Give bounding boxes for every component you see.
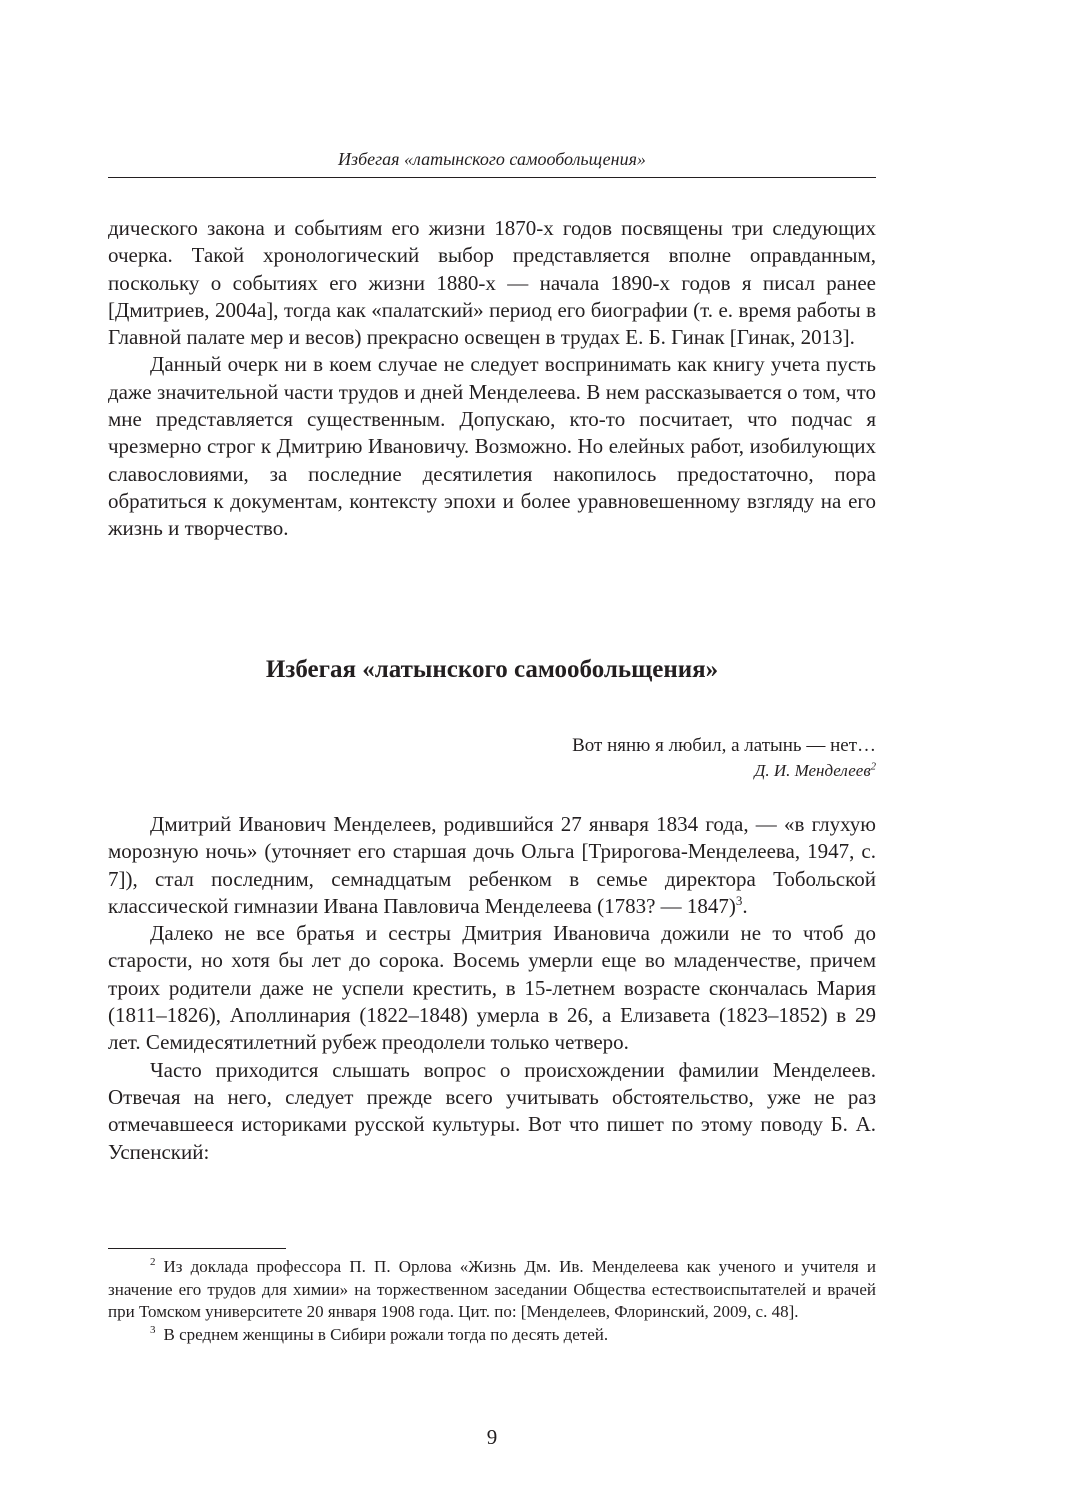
intro-paragraph-2: Данный очерк ни в коем случае не следует воспринимать как книгу учета пусть даже значительной части трудов и дней Менделеева. В нем рассказывается о том, что мне представляется существенным. Допускаю, кто-то посчитает, что подчас я чрезмерно строг к Дмитрию Ивановичу. Возможно. Но елейных работ, изобилующих славословиями, за последние десятилетия накопилось предостаточно, пора обратиться к документам, контексту эпохи и более уравновешенному взгляду на его жизнь и творчество. <box>108 352 876 541</box>
footnote-ref-3: 3 <box>735 892 743 908</box>
footnotes <box>108 1256 876 1347</box>
footnote-ref-2: 2 <box>870 761 876 773</box>
epigraph <box>108 732 876 783</box>
section-paragraph-3: Часто приходится слышать вопрос о происхождении фамилии Менделеев. Отвечая на него, следует прежде всего учитывать обстоятельство, уже не раз отмечавшееся историками русской культуры. Вот что пишет по этому поводу Б. А. Успенский: <box>108 1057 876 1164</box>
header-rule <box>108 177 876 178</box>
footnote-3-number: 3 <box>150 1324 156 1337</box>
footnote-3 <box>108 1324 876 1347</box>
section-paragraph-2: Далеко не все братья и сестры Дмитрия Ивановича дожили не то чтоб до старости, но хотя бы лет до сорока. Восемь умерли еще во младенчестве, причем троих родители даже не успели крестить, в 15-летнем возрасте скончалась Мария (1811–1826), Аполлинария (1822–1848) умерла в 26, а Елизавета (1823–1852) в 29 лет. Семидесятилетний рубеж преодолели только четверо. <box>108 921 876 1055</box>
intro-paragraph-1: дического закона и событиям его жизни 1870-х годов посвящены три следующих очерка. Такой хронологический выбор представляется вполне оправданным, поскольку о событиях его жизни 1880-х — начала 1890-х годов я писал ранее [Дмитриев, 2004а], тогда как «палатский» период его биографии (т. е. время работы в Главной палате мер и весов) прекрасно освещен в трудах Е. Б. Гинак [Гинак, 2013]. <box>108 216 876 350</box>
footnote-separator <box>108 1248 286 1249</box>
section-title: Избегая «латынского самообольщения» <box>265 656 719 683</box>
section-paragraph-1-text: Дмитрий Иванович Менделеев, родившийся 27 января 1834 года, — «в глухую морозную ночь» (уточняет его старшая дочь Ольга [Трирогова-Менделеева, 1947, с. 7]), стал последним, семнадцатым ребенком в семье директора Тобольской классической гимназии Ивана Павловича Менделеева (1783? — 1847) <box>108 812 876 918</box>
footnote-3-text: В среднем женщины в Сибири рожали тогда по десять детей. <box>163 1325 609 1345</box>
section-paragraph-1: Дмитрий Иванович Менделеев, родившийся 27 января 1834 года, — «в глухую морозную ночь» (уточняет его старшая дочь Ольга [Трирогова-Менделеева, 1947, с. 7]), стал последним, семнадцатым ребенком в семье директора Тобольской классической гимназии Ивана Павловича Менделеева (1783? — 1847)$^3$. <box>108 812 876 918</box>
intro-text-block <box>108 215 876 543</box>
book-page <box>108 0 876 1505</box>
epigraph-author-line <box>108 759 876 783</box>
epigraph-author: Д. И. Менделеев <box>754 761 871 780</box>
running-head: Избегая «латынского самообольщения» <box>338 149 646 169</box>
footnote-2-text: Из доклада профессора П. П. Орлова «Жизнь Дм. Ив. Менделеева как ученого и учителя и значение его трудов для химии» на торжественном заседании Общества естествоиспытателей и врачей при Томском университете 20 января 1908 года. Цит. по: [Менделеев, Флоринский, 2009, с. 48]. <box>108 1257 876 1322</box>
epigraph-text: Вот няню я любил, а латынь — нет… <box>572 735 876 756</box>
footnote-2 <box>108 1256 876 1324</box>
section-text-block <box>108 811 876 1166</box>
page-number: 9 <box>486 1425 498 1449</box>
footnote-2-number: 2 <box>150 1256 156 1269</box>
